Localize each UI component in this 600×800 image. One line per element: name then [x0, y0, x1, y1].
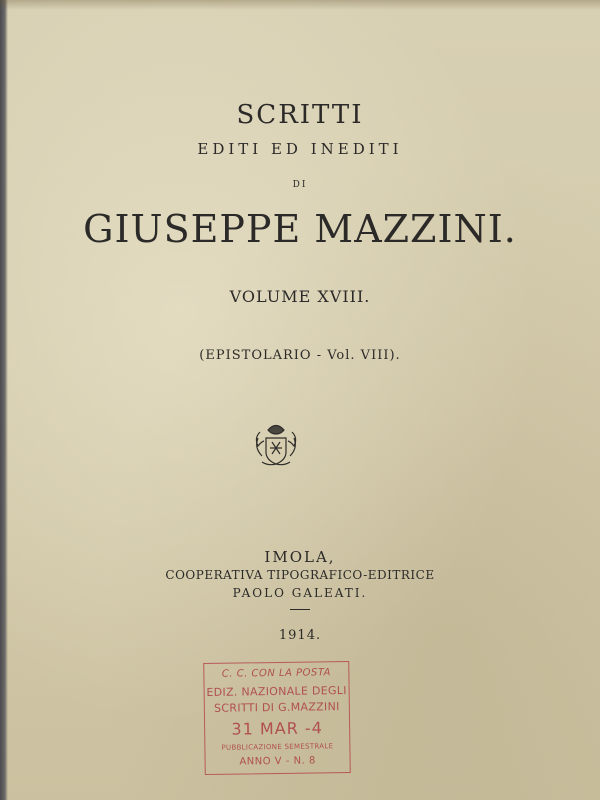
publisher-name: COOPERATIVA TIPOGRAFICO-EDITRICE [165, 568, 435, 582]
cover-preposition: DI [292, 180, 308, 190]
publication-year: 1914. [278, 628, 322, 643]
divider [290, 609, 310, 610]
cover-volume: VOLUME XVIII. [229, 287, 371, 306]
coat-of-arms-icon [250, 418, 302, 470]
printer-name: PAOLO GALEATI. [232, 586, 368, 600]
cover-subtitle: EDITI ED INEDITI [197, 140, 403, 158]
stamp-line-scritti: SCRITTI DI G.MAZZINI [213, 700, 340, 715]
stamp-line-periodicity: PUBBLICAZIONE SEMESTRALE [221, 742, 334, 752]
stamp-line-edition: EDIZ. NAZIONALE DEGLI [206, 684, 347, 699]
cover-series: (EPISTOLARIO - Vol. VIII). [199, 348, 401, 363]
stamp-issue: ANNO V - N. 8 [239, 755, 316, 768]
publication-city: IMOLA, [264, 548, 336, 566]
stamp-line-postal: C. C. CON LA POSTA [221, 667, 331, 680]
stamp-date: 31 MAR -4 [231, 718, 323, 739]
cover-top-edge [0, 0, 600, 10]
cover-author: GIUSEPPE MAZZINI. [83, 207, 517, 251]
postal-stamp [203, 661, 351, 775]
cover-title: SCRITTI [236, 100, 364, 130]
